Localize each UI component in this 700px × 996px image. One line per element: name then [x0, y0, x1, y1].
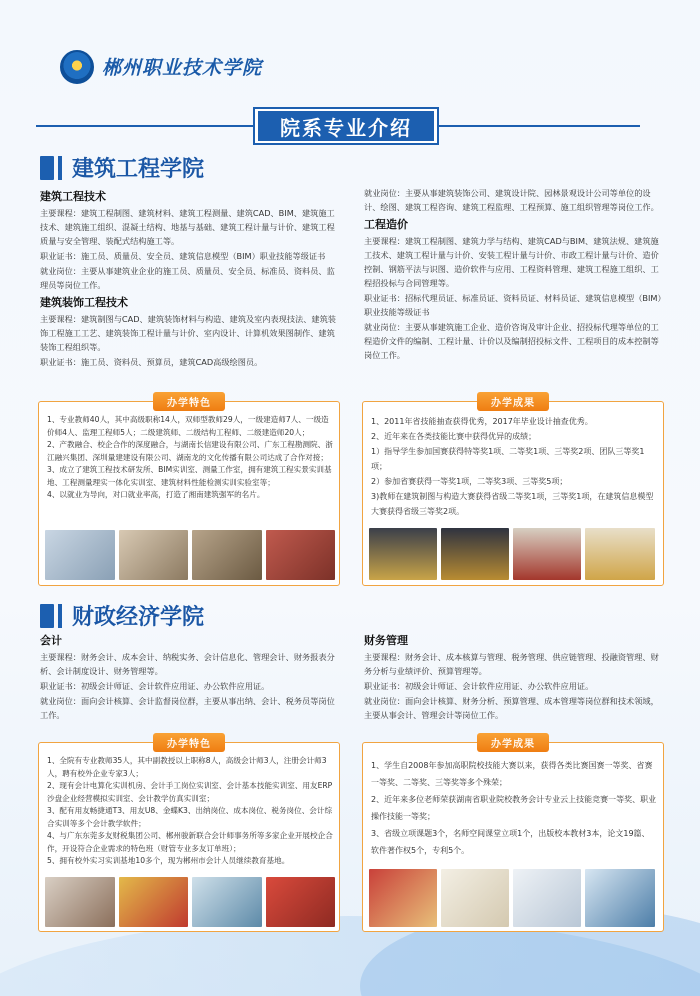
trophy-photo — [369, 528, 437, 580]
major-jobs: 就业岗位：主要从事建筑业企业的施工员、质量员、安全员、标准员、资料员、监理员等岗位工作。 — [40, 266, 335, 290]
school-name: 郴州职业技术学院 — [102, 57, 263, 79]
major-certificates: 职业证书：初级会计师证、会计软件应用证、办公软件应用证。 — [364, 681, 594, 691]
achievement-item: 2、近年来在各类技能比赛中获得优异的成绩； — [371, 432, 537, 441]
section-marker-icon — [40, 156, 54, 180]
award-photo — [369, 869, 437, 927]
features-text — [47, 414, 333, 502]
achievement-item: 1）指导学生参加国赛获得特等奖1项、二等奖1项、三等奖2项、团队三等奖1项； — [371, 447, 645, 471]
achievements-text — [371, 414, 657, 519]
photo-strip — [45, 877, 335, 927]
achievements-tag: 办学成果 — [477, 392, 549, 411]
feature-item: 4、与广东东莞多友财税集团公司、郴州骏新联合会计师事务所等多家企业开展校企合作，开设符合企业需求的特色班（财管专业多友订单班）； — [47, 831, 333, 853]
section-marker-icon — [40, 604, 54, 628]
feature-item: 2、产教融合、校企合作的深度融合，与湖南长信建设有限公司、广东工程勘测院、浙江融兴集团、深圳量建建设有限公司、湖南龙的文化传播有限公司达成了合作对接； — [47, 440, 333, 462]
major-title: 财务管理 — [364, 634, 408, 647]
achievements-text — [371, 757, 657, 859]
section-left-column — [40, 186, 340, 370]
features-tag: 办学特色 — [153, 733, 225, 752]
major-title: 建筑装饰工程技术 — [40, 296, 128, 309]
feature-item: 2、现有会计电算化实训机房、会计手工岗位实训室、会计基本技能实训室、用友ERP沙盘企业经营模拟实训室、会计教学仿真实训室； — [47, 781, 333, 803]
major-certificates: 职业证书：初级会计师证、会计软件应用证、办公软件应用证。 — [40, 681, 270, 691]
feature-item: 1、全院有专业教师35人，其中副教授以上职称8人，高级会计师3人，注册会计师3人，聘有校外企业专家3人； — [47, 756, 327, 778]
section-title: 财政经济学院 — [72, 605, 205, 630]
activity-photo — [45, 530, 115, 580]
activity-photo — [585, 869, 655, 927]
major-certificates: 职业证书：施工员、质量员、安全员、建筑信息模型（BIM）职业技能等级证书 — [40, 251, 326, 261]
activity-photo — [119, 877, 189, 927]
major-courses: 主要课程：建筑制图与CAD、建筑装饰材料与构造、建筑及室内表现技法、建筑装饰工程施工工艺、建筑装饰工程计量与计价、室内设计、计算机效果图制作、建筑装饰工程组织等。 — [40, 314, 336, 352]
features-tag: 办学特色 — [153, 392, 225, 411]
section-title: 建筑工程学院 — [72, 157, 205, 182]
school-logo-icon — [60, 50, 94, 84]
achievement-item: 3)教师在建筑制图与构造大赛获得省级二等奖1项，三等奖1项，在建筑信息模型大赛获得省级三等奖2项。 — [371, 492, 654, 516]
section-right-column — [364, 186, 664, 363]
achievement-item: 1、2011年省技能抽查获得优秀，2017年毕业设计抽查优秀。 — [371, 417, 593, 426]
certificate-photo — [585, 528, 655, 580]
major-certificates: 职业证书：施工员、资料员、预算员，建筑CAD高级绘图员。 — [40, 357, 263, 367]
photo-strip — [369, 528, 659, 580]
activity-photo — [119, 530, 189, 580]
section-right-column — [364, 630, 664, 723]
trophy-photo — [441, 528, 509, 580]
major-courses: 主要课程：建筑工程制图、建筑力学与结构、建筑CAD与BIM、建筑法规、建筑施工技术、建筑工程计量与计价、安装工程计量与计价、市政工程计量与计价、造价控制、钢筋平法与识图、造价软件与应用、工程资料管理、建筑工程施工组织、工程招投标与合同管理等。 — [364, 236, 659, 288]
major-title: 会计 — [40, 634, 62, 647]
major-jobs: 就业岗位：面向会计核算、财务分析、预算管理、成本管理等岗位群和技术领域，主要从事会计、管理会计等岗位工作。 — [364, 696, 659, 720]
achievements-tag: 办学成果 — [477, 733, 549, 752]
major-title: 建筑工程技术 — [40, 190, 106, 203]
achievement-item: 1、学生自2008年参加高职院校技能大赛以来，获得各类比赛国赛一等奖、省赛一等奖、二等奖、三等奖等多个殊荣； — [371, 761, 653, 787]
activity-photo — [45, 877, 115, 927]
major-courses: 主要课程：财务会计、成本核算与管理、税务管理、供应链管理、投融资管理、财务分析与业绩评价、预算管理等。 — [364, 652, 659, 676]
achievement-item: 3、省级立项课题3个，名师空间课堂立项1个，出版校本教材3本，论文19篇、软件著作权5个，专利5个。 — [371, 829, 650, 855]
major-certificates: 职业证书：招标代理员证、标准员证、资料员证、材料员证、建筑信息模型（BIM）职业技能等级证书 — [364, 293, 662, 317]
achievements-box — [362, 739, 664, 932]
activity-photo — [266, 877, 336, 927]
certificate-photo — [513, 528, 581, 580]
feature-item: 4、以就业为导向，对口就业率高，打造了湘南建筑强军的名片。 — [47, 490, 265, 499]
major-title: 工程造价 — [364, 218, 408, 231]
major-courses: 主要课程：建筑工程制图、建筑材料、建筑工程测量、建筑CAD、BIM、建筑施工技术、建筑施工组织、混凝土结构、地基与基础、建筑工程计量与计价、建筑工程质量与安全管理、装配式结构施工等。 — [40, 208, 335, 246]
page-banner — [253, 107, 439, 145]
feature-item: 3、配有用友畅捷通T3、用友U8、金蝶K3、出纳岗位、成本岗位、税务岗位、会计综合实训等多个会计教学软件； — [47, 806, 333, 828]
certificate-photo — [513, 869, 581, 927]
activity-photo — [192, 530, 262, 580]
section-heading — [40, 600, 204, 631]
features-box — [38, 739, 340, 932]
activity-photo — [192, 877, 262, 927]
achievement-item: 2）参加省赛获得一等奖1项，二等奖3项、三等奖5项； — [371, 477, 568, 486]
feature-item: 1、专业教师40人，其中高级职称14人，双师型教师29人，一级建造师7人、一级造价师4人、监理工程师5人；二级建筑师、二级结构工程师、二级建造师20人； — [47, 415, 329, 437]
features-box — [38, 398, 340, 586]
activity-photo — [266, 530, 336, 580]
certificate-photo — [441, 869, 509, 927]
achievements-box — [362, 398, 664, 586]
major-jobs: 就业岗位：主要从事建筑施工企业、造价咨询及审计企业、招投标代理等单位的工程造价文件的编制、工程计量、计价以及编制招投标文件、工程项目的成本控制等岗位工作。 — [364, 322, 659, 360]
achievement-item: 2、近年来多位老师荣获湖南省职业院校教务会计专业云上技能竞赛一等奖、职业操作技能一等奖； — [371, 795, 657, 821]
major-jobs: 就业岗位：面向会计核算、会计监督岗位群，主要从事出纳、会计、税务员等岗位工作。 — [40, 696, 335, 720]
major-jobs: 就业岗位：主要从事建筑装饰公司、建筑设计院、园林景观设计公司等单位的设计、绘图、建筑工程咨询、建筑工程监理、工程预算、施工组织管理等岗位工作。 — [364, 188, 659, 212]
page-title: 院系专业介绍 — [258, 111, 434, 141]
major-courses: 主要课程：财务会计、成本会计、纳税实务、会计信息化、管理会计、财务报表分析、会计制度设计、财务管理等。 — [40, 652, 335, 676]
feature-item: 5、拥有校外实习实训基地10多个，现为郴州市会计人员继续教育基地。 — [47, 856, 290, 865]
photo-strip — [369, 869, 659, 927]
photo-strip — [45, 530, 335, 580]
feature-item: 3、成立了建筑工程技术研发所、BIM实训室、测量工作室，拥有建筑工程实景实训基地、工程测量理实一体化实训室、建筑材料性能检测实训实验室等； — [47, 465, 332, 487]
section-heading — [40, 152, 204, 183]
section-left-column — [40, 630, 340, 723]
features-text — [47, 755, 333, 868]
